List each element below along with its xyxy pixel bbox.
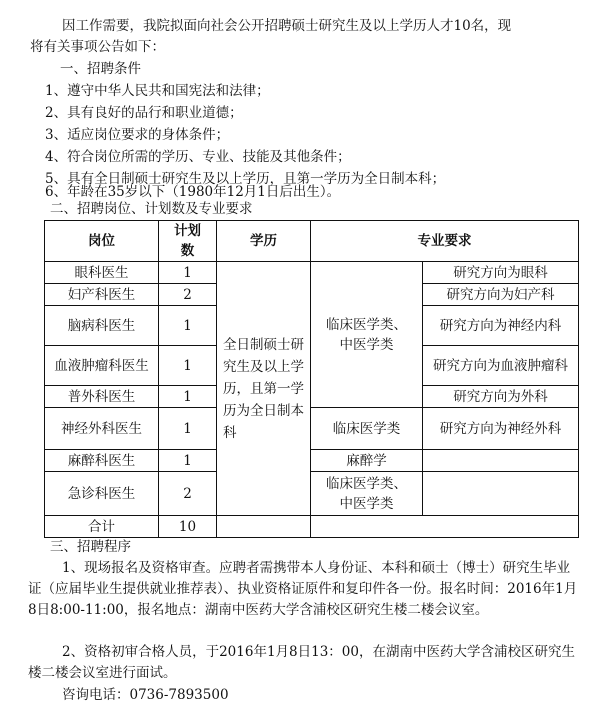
row-count: 1 (159, 386, 217, 408)
row-requirement: 研究方向为神经外科 (423, 408, 579, 450)
section-3-title: 三、招聘程序 (50, 539, 131, 555)
table-row (45, 408, 579, 450)
condition-item-5: 5、具有全日制硕士研究生及以上学历，且第一学历为全日制本科； (45, 171, 446, 187)
row-position: 眼科医生 (45, 262, 159, 284)
row-requirement: 研究方向为外科 (423, 386, 579, 408)
condition-item-6: 6、年龄在35岁以下（1980年12月1日后出生）。 (45, 184, 341, 200)
row-count: 1 (159, 306, 217, 346)
row-requirement (423, 472, 579, 516)
total-row (45, 516, 579, 538)
row-requirement: 研究方向为妇产科 (423, 284, 579, 306)
education-text: 全日制硕士研究生及以上学历，且第一学历为全日制本科 (223, 336, 304, 441)
row-count: 1 (159, 262, 217, 284)
major-group-2: 临床医学类 (311, 408, 423, 450)
header-major: 专业要求 (311, 221, 579, 262)
table-row (45, 262, 579, 284)
condition-item-1: 1、遵守中华人民共和国宪法和法律； (45, 83, 270, 99)
row-requirement (423, 450, 579, 472)
total-empty-cell (311, 516, 579, 538)
row-count: 2 (159, 472, 217, 516)
major-group-3: 麻醉学 (311, 450, 423, 472)
intro-line-1: 因工作需要，我院拟面向社会公开招聘硕士研究生及以上学历人才10名，现 (62, 18, 512, 34)
header-plan (159, 221, 217, 262)
row-position: 脑病科医生 (45, 306, 159, 346)
major-group-1: 临床医学类、中医学类 (311, 262, 423, 408)
header-plan-line-1: 计划 (174, 223, 201, 239)
procedure-item-2: 2、资格初审合格人员，于2016年1月8日13：00，在湖南中医药大学含浦校区研究生楼二楼会议室进行面试。 (28, 644, 575, 681)
condition-item-2: 2、具有良好的品行和职业道德； (45, 105, 243, 121)
total-value: 10 (159, 516, 217, 538)
row-position: 普外科医生 (45, 386, 159, 408)
procedure-item-1: 1、现场报名及资格审查。应聘者需携带本人身份证、本科和硕士（博士）研究生毕业证（应届毕业生提供就业推荐表）、执业资格证原件和复印件各一份。报名时间：2016年1月8日8:00-11:00，报名地点：湖南中医药大学含浦校区研究生楼二楼会议室。 (28, 560, 578, 618)
education-requirement (217, 262, 311, 516)
row-position: 血液肿瘤科医生 (45, 346, 159, 386)
row-position: 麻醉科医生 (45, 450, 159, 472)
table-header-row (45, 221, 579, 262)
table-row (45, 472, 579, 516)
major-group-4: 临床医学类、中医学类 (311, 472, 423, 516)
row-requirement: 研究方向为眼科 (423, 262, 579, 284)
row-count: 1 (159, 450, 217, 472)
row-count: 1 (159, 346, 217, 386)
intro-line-2: 将有关事项公告如下： (30, 39, 165, 55)
row-position: 神经外科医生 (45, 408, 159, 450)
row-count: 1 (159, 408, 217, 450)
total-empty-cell (217, 516, 311, 538)
row-requirement: 研究方向为血液肿瘤科 (423, 346, 579, 386)
row-count: 2 (159, 284, 217, 306)
recruitment-table (44, 220, 579, 538)
header-education: 学历 (217, 221, 311, 262)
condition-item-3: 3、适应岗位要求的身体条件； (45, 127, 230, 143)
total-label: 合计 (45, 516, 159, 538)
condition-item-4: 4、符合岗位所需的学历、专业、技能及其他条件； (45, 149, 351, 165)
contact-phone: 咨询电话：0736-7893500 (62, 687, 229, 703)
section-2-title: 二、招聘岗位、计划数及专业要求 (50, 201, 253, 217)
row-position: 妇产科医生 (45, 284, 159, 306)
row-position: 急诊科医生 (45, 472, 159, 516)
row-requirement: 研究方向为神经内科 (423, 306, 579, 346)
header-plan-line-2: 数 (180, 243, 195, 259)
header-position: 岗位 (45, 221, 159, 262)
table-row (45, 450, 579, 472)
section-1-title: 一、招聘条件 (60, 61, 141, 77)
